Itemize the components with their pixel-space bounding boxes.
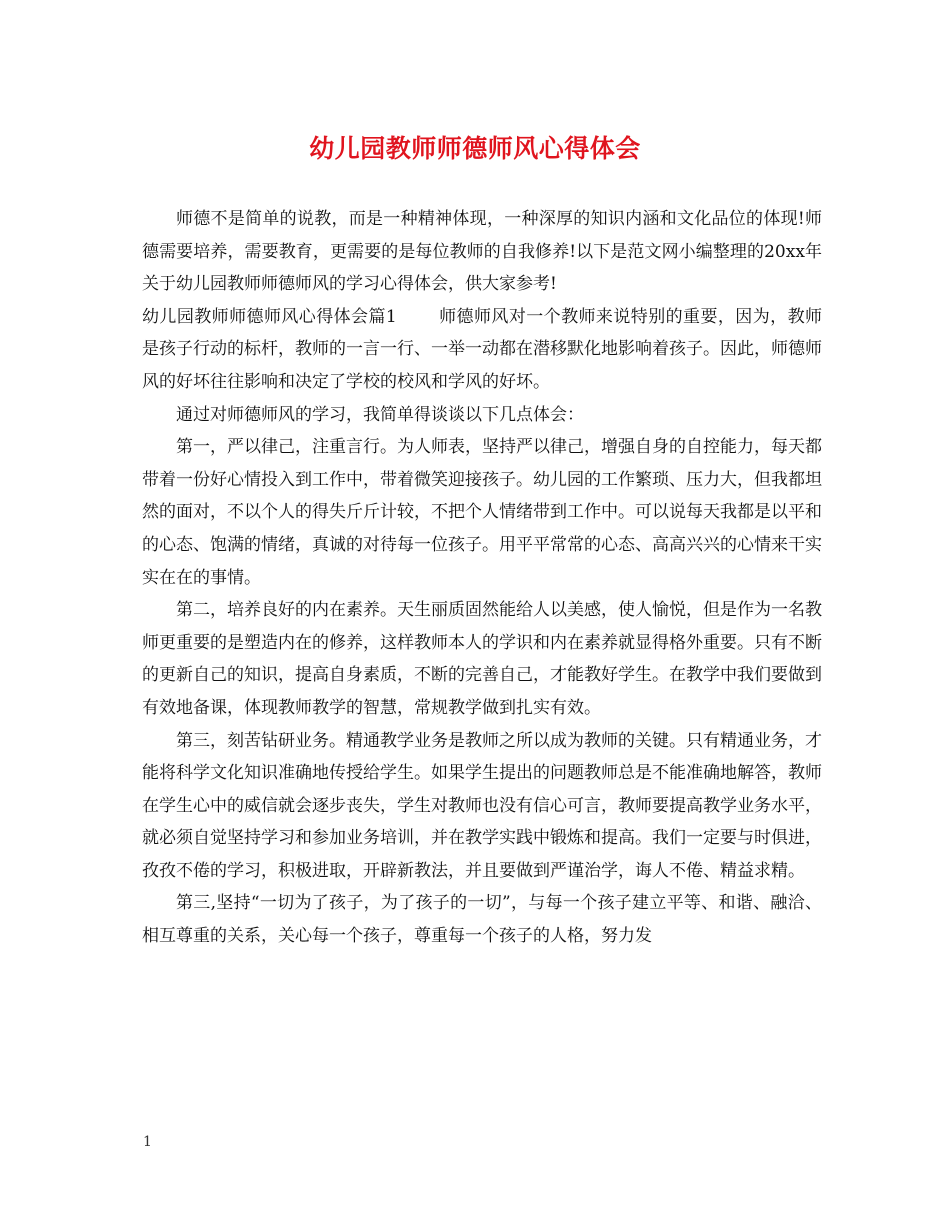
document-title: 幼儿园教师师德师风心得体会 [309,134,641,163]
section-heading: 幼儿园教师师德师风心得体会篇1 [142,306,397,327]
intro-paragraph: 师德不是简单的说教，而是一种精神体现，一种深厚的知识内涵和文化品位的体现!师德需要培养，需要教育，更需要的是每位教师的自我修养!以下是范文网小编整理的20xx年关于幼儿园教师师德师风的学习心得体会，供大家参考! [142,209,822,295]
body-paragraph-2: 第一，严以律己，注重言行。为人师表，坚持严以律己，增强自身的自控能力，每天都带着一份好心情投入到工作中，带着微笑迎接孩子。幼儿园的工作繁琐、压力大，但我都坦然的面对，不以个人的得失斤斤计较，不把个人情绪带到工作中。可以说每天我都是以平和的心态、饱满的情绪，真诚的对待每一位孩子。用平平常常的心态、高高兴兴的心情来干实实在在的事情。 [142,437,822,588]
section-text: 师德师风对一个教师来说特别的重要，因为，教师是孩子行动的标杆，教师的一言一行、一举一动都在潜移默化地影响着孩子。因此，师德师风的好坏往往影响和决定了学校的校风和学风的好坏。 [142,306,822,392]
section-paragraph [142,301,822,399]
body-paragraph-4: 第三，刻苦钻研业务。精通教学业务是教师之所以成为教师的关键。只有精通业务，才能将科学文化知识准确地传授给学生。如果学生提出的问题教师总是不能准确地解答，教师在学生心中的威信就会逐步丧失，学生对教师也没有信心可言，教师要提高教学业务水平，就必须自觉坚持学习和参加业务培训，并在教学实践中锻炼和提高。我们一定要与时俱进，孜孜不倦的学习，积极进取，开辟新教法，并且要做到严谨治学，诲人不倦、精益求精。 [142,730,822,881]
body-paragraph-5: 第三,坚持“一切为了孩子，为了孩子的一切”，与每一个孩子建立平等、和谐、融洽、相互尊重的关系，关心每一个孩子，尊重每一个孩子的人格，努力发 [142,893,822,947]
body-paragraph-3: 第二，培养良好的内在素养。天生丽质固然能给人以美感，使人愉悦，但是作为一名教师更重要的是塑造内在的修养，这样教师本人的学识和内在素养就显得格外重要。只有不断的更新自己的知识，提高自身素质，不断的完善自己，才能教好学生。在教学中我们要做到有效地备课，体现教师教学的智慧，常规教学做到扎实有效。 [142,600,822,718]
document-body [142,203,822,953]
page-number: 1 [143,1134,152,1150]
body-paragraph-1: 通过对师德师风的学习，我简单得谈谈以下几点体会： [176,404,584,425]
